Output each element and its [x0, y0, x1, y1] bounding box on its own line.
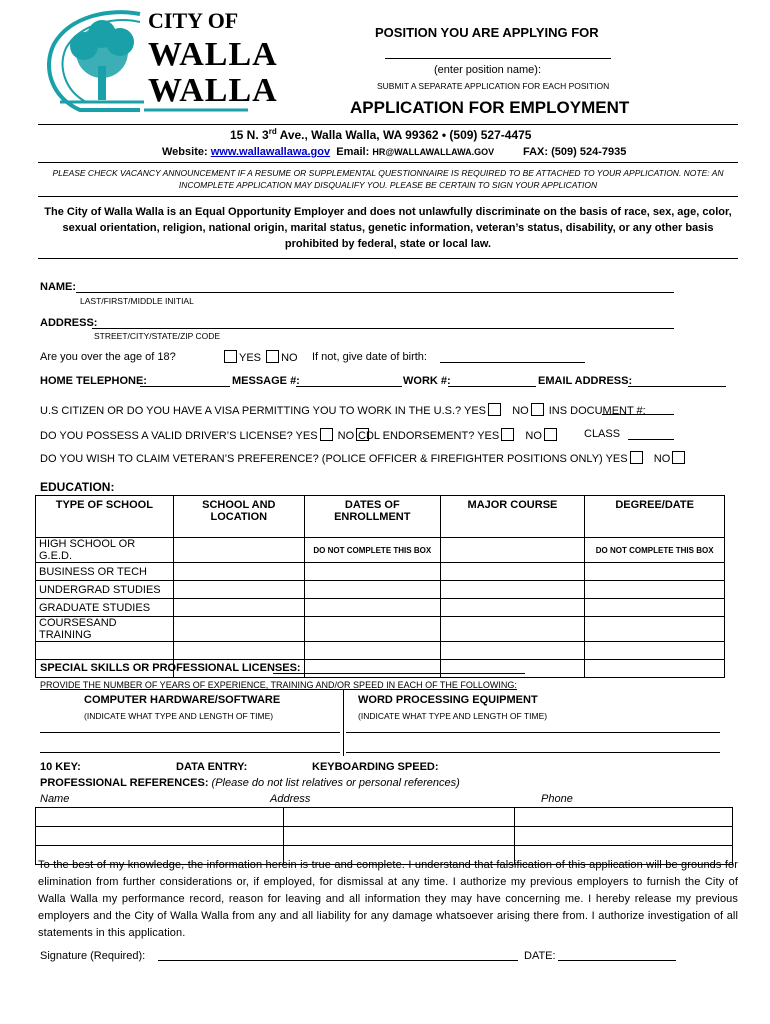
table-row	[36, 581, 725, 599]
message-label: MESSAGE #:	[232, 375, 300, 387]
age-question: Are you over the age of 18?	[40, 351, 176, 363]
ref-cell[interactable]	[515, 808, 733, 827]
edu-header-degree: DEGREE/DATE	[585, 496, 725, 538]
computer-hardware-field-2[interactable]	[40, 752, 340, 753]
dob-field[interactable]	[440, 350, 585, 363]
address-label: ADDRESS:	[40, 317, 98, 329]
edu-row-label: UNDERGRAD STUDIES	[36, 581, 174, 599]
ten-key-label: 10 KEY:	[40, 761, 81, 773]
ins-document-field[interactable]	[602, 402, 674, 415]
eeo-statement: The City of Walla Walla is an Equal Opportunity Employer and does not unlawfully discriminate on the basis of race, sex, age, color, sexual orientation, religion, national origin, marital status, genetic information, veteran’s status, disability, or any other basis prohibited by federal, state or local law.	[44, 206, 732, 250]
email-address: HR@WALLAWALLAWA.GOV	[372, 147, 495, 157]
skills-field[interactable]	[273, 661, 525, 674]
word-processing-label: WORD PROCESSING EQUIPMENT	[358, 694, 538, 706]
edu-cell[interactable]	[173, 538, 304, 563]
home-telephone-label: HOME TELEPHONE:	[40, 375, 147, 387]
computer-hardware-hint: (INDICATE WHAT TYPE AND LENGTH OF TIME)	[84, 711, 274, 721]
citizen-row: U.S CITIZEN OR DO YOU HAVE A VISA PERMITTING YOU TO WORK IN THE U.S.? YES NO INS DOCUMENT #:	[40, 405, 646, 417]
contact-line: Website: www.wallawallawa.gov Email: HR@WALLAWALLAWA.GOV	[162, 146, 495, 158]
message-field[interactable]	[296, 374, 402, 387]
edu-cell[interactable]	[173, 599, 304, 617]
edu-cell[interactable]	[585, 642, 725, 660]
signature-field[interactable]	[158, 948, 518, 961]
edu-header-dates: DATES OF ENROLLMENT	[304, 496, 440, 538]
edu-header-type: TYPE OF SCHOOL	[36, 496, 174, 538]
license-question: DO YOU POSSESS A VALID DRIVER’S LICENSE? YES	[40, 430, 318, 442]
work-label: WORK #:	[403, 375, 451, 387]
veteran-question: DO YOU WISH TO CLAIM VETERAN’S PREFERENCE? (POLICE OFFICER & FIREFIGHTER POSITIONS ONLY) YES	[40, 453, 628, 465]
edu-cell[interactable]	[304, 581, 440, 599]
ref-cell[interactable]	[284, 808, 515, 827]
age-no-checkbox[interactable]	[266, 350, 279, 363]
home-telephone-field[interactable]	[140, 374, 230, 387]
notice-box	[38, 162, 738, 197]
veteran-no-checkbox[interactable]	[672, 451, 685, 464]
ref-col-address: Address	[270, 793, 311, 805]
name-label: NAME:	[40, 281, 77, 293]
edu-cell[interactable]	[440, 538, 585, 563]
table-row	[36, 599, 725, 617]
education-table	[35, 495, 725, 678]
cdl-row: CDL ENDORSEMENT? YES NO	[358, 428, 559, 442]
logo-line-walla-2: WALLA	[148, 72, 278, 109]
ref-cell[interactable]	[36, 827, 284, 846]
class-label: CLASS	[584, 428, 621, 440]
keyboarding-speed-label: KEYBOARDING SPEED:	[312, 761, 439, 773]
edu-cell[interactable]	[440, 581, 585, 599]
edu-cell[interactable]	[440, 563, 585, 581]
logo-line-city-of: CITY OF	[148, 8, 239, 33]
ref-cell[interactable]	[515, 827, 733, 846]
table-row	[36, 538, 725, 563]
cdl-question: CDL ENDORSEMENT? YES	[358, 430, 500, 442]
work-field[interactable]	[448, 374, 536, 387]
edu-cell[interactable]	[585, 599, 725, 617]
word-processing-field-2[interactable]	[346, 752, 720, 753]
age-yes-checkbox[interactable]	[224, 350, 237, 363]
edu-row-label: HIGH SCHOOL OR G.E.D.	[36, 538, 174, 563]
edu-cell[interactable]	[173, 642, 304, 660]
age-options: YES NO	[222, 350, 298, 364]
skills-divider	[343, 690, 344, 756]
logo-line-walla-1: WALLA	[148, 36, 278, 73]
veteran-yes-checkbox[interactable]	[630, 451, 643, 464]
separate-application-note: SUBMIT A SEPARATE APPLICATION FOR EACH POSITION	[377, 81, 610, 91]
name-field[interactable]	[76, 279, 674, 293]
edu-cell[interactable]	[585, 581, 725, 599]
table-row	[36, 617, 725, 642]
education-title: EDUCATION:	[40, 480, 115, 494]
ref-col-name: Name	[40, 793, 70, 805]
position-hint: (enter position name):	[434, 64, 541, 76]
data-entry-label: DATA ENTRY:	[176, 761, 248, 773]
edu-cell[interactable]	[585, 563, 725, 581]
address-field[interactable]	[92, 315, 674, 329]
address-hint: STREET/CITY/STATE/ZIP CODE	[94, 331, 221, 341]
license-yes-checkbox[interactable]	[320, 428, 333, 441]
license-row: DO YOU POSSESS A VALID DRIVER’S LICENSE? YES NO	[40, 428, 371, 442]
edu-cell[interactable]	[173, 617, 304, 642]
class-field[interactable]	[628, 427, 674, 440]
edu-cell[interactable]	[304, 599, 440, 617]
veteran-row: DO YOU WISH TO CLAIM VETERAN’S PREFERENCE? (POLICE OFFICER & FIREFIGHTER POSITIONS ONLY) YES NO	[40, 451, 687, 465]
edu-cell[interactable]	[440, 642, 585, 660]
edu-dnc-dates: DO NOT COMPLETE THIS BOX	[304, 538, 440, 563]
table-row	[36, 827, 733, 846]
email-field[interactable]	[628, 374, 726, 387]
ref-cell[interactable]	[36, 808, 284, 827]
fax-number: FAX: (509) 524-7935	[523, 146, 627, 158]
edu-cell[interactable]	[585, 617, 725, 642]
city-address: 15 N. 3rd Ave., Walla Walla, WA 99362 • (509) 527-4475	[230, 127, 532, 142]
edu-cell[interactable]	[585, 660, 725, 678]
citizen-question: U.S CITIZEN OR DO YOU HAVE A VISA PERMITTING YOU TO WORK IN THE U.S.? YES	[40, 405, 487, 417]
ref-cell[interactable]	[284, 827, 515, 846]
position-title: POSITION YOU ARE APPLYING FOR	[375, 25, 599, 40]
table-row	[36, 563, 725, 581]
word-processing-field-1[interactable]	[346, 732, 720, 733]
notice-line-2: INCOMPLETE APPLICATION MAY DISQUALIFY YOU. PLEASE BE CERTAIN TO SIGN YOUR APPLICATION	[178, 180, 598, 190]
city-logo	[40, 6, 278, 114]
edu-cell[interactable]	[304, 617, 440, 642]
cdl-no-checkbox[interactable]	[544, 428, 557, 441]
application-title: APPLICATION FOR EMPLOYMENT	[350, 98, 630, 117]
citizen-yes-checkbox[interactable]	[488, 403, 501, 416]
notice-line-1: PLEASE CHECK VACANCY ANNOUNCEMENT IF A RESUME OR SUPPLEMENTAL QUESTIONNAIRE IS REQUIRED TO BE ATTACHED TO YOUR APPLICATION. NOTE: AN	[52, 168, 724, 178]
name-hint: LAST/FIRST/MIDDLE INITIAL	[80, 296, 194, 306]
edu-cell[interactable]	[36, 642, 174, 660]
dob-label: If not, give date of birth:	[312, 351, 427, 363]
computer-hardware-label: COMPUTER HARDWARE/SOFTWARE	[84, 694, 281, 706]
certification-statement: To the best of my knowledge, the information herein is true and complete. I understand that falsification of this application will be grounds for elimination from further considerations or, if employed, for dismissal at any time. I authorize my previous employers to furnish the City of Walla Walla my performance record, reason for leaving and all information they may have concerning me. I hereby release my previous employers and the City of Walla Walla from any and all liability for any damage whatsoever arising there from. I authorize investigation of all statements in this application.	[38, 859, 738, 939]
edu-dnc-degree: DO NOT COMPLETE THIS BOX	[585, 538, 725, 563]
edu-row-label: GRADUATE STUDIES	[36, 599, 174, 617]
provide-experience-note: PROVIDE THE NUMBER OF YEARS OF EXPERIENCE, TRAINING AND/OR SPEED IN EACH OF THE FOLLOWING:	[40, 680, 517, 690]
signature-label: Signature (Required):	[40, 950, 146, 962]
website-link[interactable]: www.wallawallawa.gov	[210, 146, 331, 158]
edu-cell[interactable]	[440, 599, 585, 617]
edu-cell[interactable]	[304, 563, 440, 581]
table-row	[36, 642, 725, 660]
computer-hardware-field-1[interactable]	[40, 732, 340, 733]
skills-label: SPECIAL SKILLS OR PROFESSIONAL LICENSES:	[40, 662, 301, 674]
word-processing-hint: (INDICATE WHAT TYPE AND LENGTH OF TIME)	[358, 711, 548, 721]
ref-col-phone: Phone	[541, 793, 573, 805]
cdl-yes-checkbox[interactable]	[501, 428, 514, 441]
date-label: DATE:	[524, 950, 556, 962]
edu-cell[interactable]	[440, 617, 585, 642]
edu-header-school: SCHOOL AND LOCATION	[173, 496, 304, 538]
table-row	[36, 808, 733, 827]
edu-cell[interactable]	[304, 642, 440, 660]
citizen-no-checkbox[interactable]	[531, 403, 544, 416]
edu-row-label: COURSESAND TRAINING	[36, 617, 174, 642]
edu-header-major: MAJOR COURSE	[440, 496, 585, 538]
edu-cell[interactable]	[173, 563, 304, 581]
edu-row-label: BUSINESS OR TECH	[36, 563, 174, 581]
ins-document-label: INS DOCUMENT #:	[548, 405, 646, 417]
position-name-field[interactable]	[385, 44, 611, 59]
edu-cell[interactable]	[173, 581, 304, 599]
date-field[interactable]	[558, 948, 676, 961]
email-label: EMAIL ADDRESS:	[538, 375, 633, 387]
references-heading: PROFESSIONAL REFERENCES: (Please do not list relatives or personal references)	[40, 777, 460, 789]
